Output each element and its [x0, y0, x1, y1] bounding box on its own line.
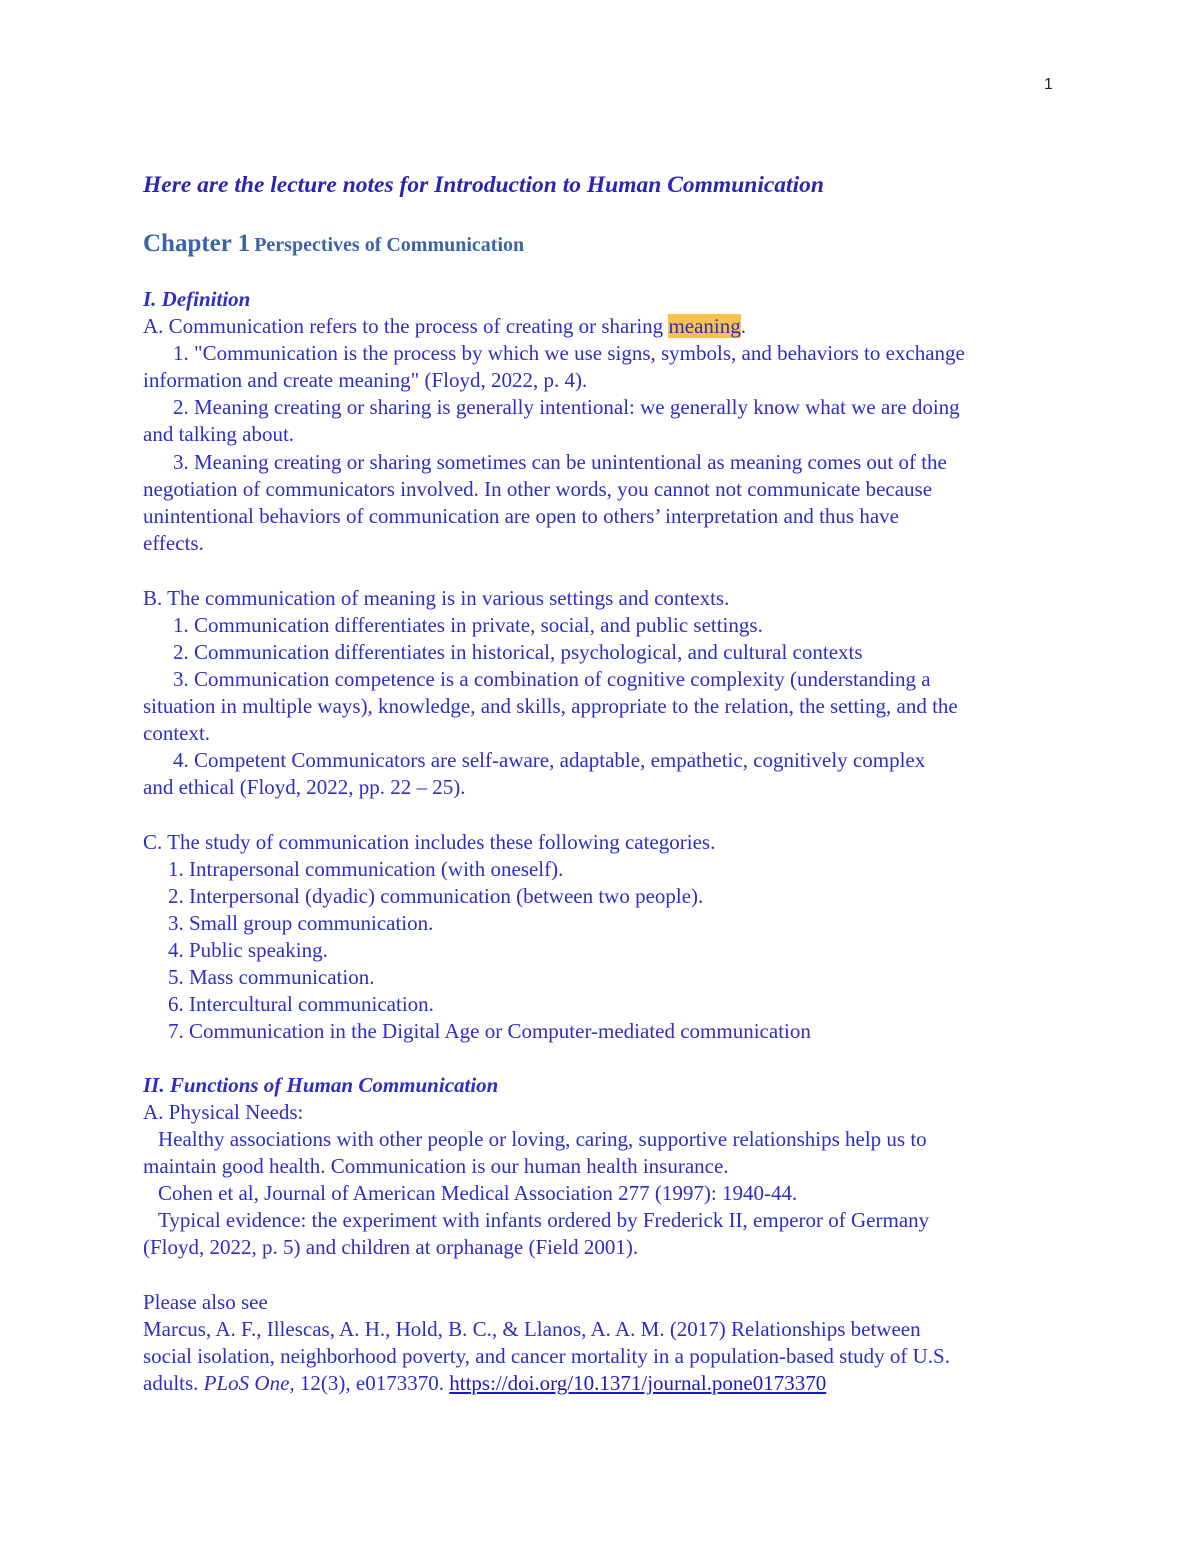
- item-a-definition: [143, 313, 746, 340]
- b-subitem-4-line1: 4. Competent Communicators are self-aware, adaptable, empathetic, cognitively complex: [173, 748, 926, 772]
- section-heading-definition: I. Definition: [143, 287, 251, 311]
- reference-line3-mid: , 12(3), e0173370.: [289, 1371, 450, 1395]
- item-a-physical-needs: A. Physical Needs:: [143, 1100, 304, 1124]
- b-subitem-3-line2: situation in multiple ways), knowledge, and skills, appropriate to the relation, the setting, and the: [143, 694, 958, 718]
- see-also-label: Please also see: [143, 1290, 268, 1314]
- highlighted-word: meaning: [668, 314, 741, 338]
- physical-needs-p1-line2: maintain good health. Communication is our human health insurance.: [143, 1154, 729, 1178]
- physical-needs-p3-line2: (Floyd, 2022, p. 5) and children at orphanage (Field 2001).: [143, 1235, 639, 1259]
- subitem-3-line3: unintentional behaviors of communication are open to others’ interpretation and thus have: [143, 504, 899, 528]
- b-subitem-3-line3: context.: [143, 721, 211, 745]
- subitem-2-line2: and talking about.: [143, 422, 295, 446]
- b-subitem-1: 1. Communication differentiates in private, social, and public settings.: [173, 613, 763, 637]
- reference-line3: [143, 1370, 826, 1397]
- item-c-text: C. The study of communication includes these following categories.: [143, 830, 716, 854]
- subitem-3-line1: 3. Meaning creating or sharing sometimes can be unintentional as meaning comes out of the: [173, 450, 947, 474]
- b-subitem-3-line1: 3. Communication competence is a combination of cognitive complexity (understanding a: [173, 667, 931, 691]
- subitem-3-line2: negotiation of communicators involved. In other words, you cannot not communicate because: [143, 477, 933, 501]
- list-item: 6. Intercultural communication.: [168, 992, 434, 1016]
- b-subitem-2: 2. Communication differentiates in historical, psychological, and cultural contexts: [173, 640, 863, 664]
- list-item: 7. Communication in the Digital Age or Computer-mediated communication: [168, 1019, 811, 1043]
- physical-needs-p3-line1: Typical evidence: the experiment with infants ordered by Frederick II, emperor of Germany: [158, 1208, 930, 1232]
- b-subitem-4-line2: and ethical (Floyd, 2022, pp. 22 – 25).: [143, 775, 466, 799]
- list-item: 4. Public speaking.: [168, 938, 328, 962]
- physical-needs-p1-line1: Healthy associations with other people or loving, caring, supportive relationships help us to: [158, 1127, 927, 1151]
- subitem-1-line1: 1. "Communication is the process by which we use signs, symbols, and behaviors to exchange: [173, 341, 965, 365]
- physical-needs-citation: Cohen et al, Journal of American Medical Association 277 (1997): 1940-44.: [158, 1181, 798, 1205]
- item-a-text: A. Communication refers to the process of creating or sharing: [143, 314, 669, 338]
- document-title: Here are the lecture notes for Introduction to Human Communication: [143, 172, 824, 198]
- list-item: 5. Mass communication.: [168, 965, 375, 989]
- list-item: 1. Intrapersonal communication (with oneself).: [168, 857, 564, 881]
- chapter-label: Chapter 1: [143, 230, 251, 257]
- list-item: 3. Small group communication.: [168, 911, 434, 935]
- subitem-3-line4: effects.: [143, 531, 204, 555]
- section-heading-functions: II. Functions of Human Communication: [143, 1073, 499, 1097]
- item-b-text: B. The communication of meaning is in various settings and contexts.: [143, 586, 730, 610]
- subitem-2-line1: 2. Meaning creating or sharing is generally intentional: we generally know what we are doing: [173, 395, 960, 419]
- reference-line2: social isolation, neighborhood poverty, and cancer mortality in a population-based study of U.S.: [143, 1344, 950, 1368]
- reference-journal: PLoS One: [203, 1371, 290, 1395]
- page-number: 1: [1044, 76, 1053, 93]
- reference-line3-pre: adults.: [143, 1371, 204, 1395]
- chapter-name: Perspectives of Communication: [254, 234, 525, 256]
- list-item: 2. Interpersonal (dyadic) communication (between two people).: [168, 884, 704, 908]
- reference-line1: Marcus, A. F., Illescas, A. H., Hold, B. C., & Llanos, A. A. M. (2017) Relationships between: [143, 1317, 921, 1341]
- subitem-1-line2: information and create meaning" (Floyd, 2022, p. 4).: [143, 368, 588, 392]
- doi-link[interactable]: https://doi.org/10.1371/journal.pone0173370: [449, 1371, 827, 1395]
- item-a-period: .: [740, 314, 746, 338]
- chapter-heading: [143, 230, 524, 258]
